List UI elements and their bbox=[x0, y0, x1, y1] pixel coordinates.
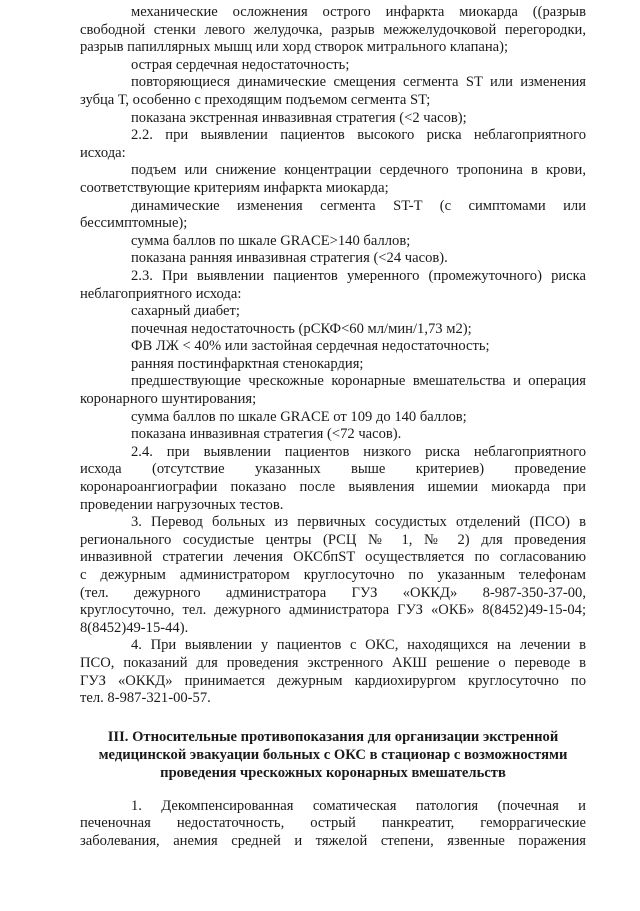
text-line: разрыв папиллярных мышц или хорд створок митрального клапана); bbox=[80, 39, 509, 56]
heading-line: проведения чрескожных коронарных вмешательств bbox=[160, 764, 506, 781]
text-line: предшествующие чрескожные коронарные вмешательства и операция bbox=[131, 373, 586, 390]
text-line: исхода: bbox=[80, 144, 126, 161]
text-line: ранняя постинфарктная стенокардия; bbox=[131, 355, 364, 372]
text-line: зубца Т, особенно с преходящим подъемом сегмента ST; bbox=[80, 91, 431, 108]
text-line: сахарный диабет; bbox=[131, 303, 240, 320]
text-line: инвазивной стратегии лечения ОКСбпST осуществляется по согласованию bbox=[80, 549, 586, 566]
heading-line: медицинской эвакуации больных с ОКС в стационар с возможностями bbox=[98, 746, 568, 763]
text-line: заболевания, анемия средней и тяжелой степени, язвенные поражения bbox=[80, 832, 586, 849]
text-line: показана ранняя инвазивная стратегия (<24 часов). bbox=[131, 250, 448, 267]
text-line: динамические изменения сегмента ST-T (с симптомами или bbox=[131, 197, 586, 214]
text-line: ФВ ЛЖ < 40% или застойная сердечная недостаточность; bbox=[131, 338, 490, 355]
text-line: коронароангиографии показано после выявления ишемии миокарда при bbox=[80, 479, 586, 496]
text-line: острая сердечная недостаточность; bbox=[131, 56, 350, 73]
text-line: 3. Перевод больных из первичных сосудистых отделений (ПСО) в bbox=[131, 514, 586, 531]
section-heading bbox=[80, 728, 586, 782]
text-line: повторяющиеся динамические смещения сегмента ST или изменения bbox=[131, 74, 586, 91]
text-line: почечная недостаточность (рСКФ<60 мл/мин/1,73 м2); bbox=[131, 320, 472, 337]
text-line: 4. При выявлении у пациентов с ОКС, находящихся на лечении в bbox=[131, 637, 586, 654]
body-text bbox=[80, 4, 586, 708]
text-line: исхода (отсутствие указанных выше критериев) проведение bbox=[80, 461, 586, 478]
text-line: неблагоприятного исхода: bbox=[80, 285, 242, 302]
text-line: 8(8452)49-15-44). bbox=[80, 619, 189, 636]
text-line: соответствующие критериям инфаркта миокарда; bbox=[80, 179, 389, 196]
text-line: ГУЗ «ОККД» принимается дежурным кардиохирургом круглосуточно по bbox=[80, 672, 586, 689]
text-line: с дежурным администратором круглосуточно по указанным телефонам bbox=[80, 567, 586, 583]
text-line: свободной стенки левого желудочка, разрыв межжелудочковой перегородки, bbox=[80, 21, 586, 38]
text-line: подъем или снижение концентрации сердечного тропонина в крови, bbox=[131, 162, 586, 179]
text-line: (тел. дежурного администратора ГУЗ «ОККД» 8-987-350-37-00, bbox=[80, 584, 586, 601]
text-line: коронарного шунтирования; bbox=[80, 391, 257, 408]
text-line: тел. 8-987-321-00-57. bbox=[80, 690, 211, 707]
text-line: печеночная недостаточность, острый панкреатит, геморрагические bbox=[80, 815, 586, 832]
text-line: сумма баллов по шкале GRACE от 109 до 140 баллов; bbox=[131, 408, 467, 425]
text-line: круглосуточно, тел. дежурного администратора ГУЗ «ОКБ» 8(8452)49-15-04; bbox=[80, 602, 586, 619]
text-line: механические осложнения острого инфаркта миокарда ((разрыв bbox=[131, 4, 586, 20]
text-line: бессимптомные); bbox=[80, 215, 188, 232]
text-line: проведении нагрузочных тестов. bbox=[80, 496, 284, 513]
heading-line: III. Относительные противопоказания для организации экстренной bbox=[107, 728, 559, 745]
text-line: ПСО, показаний для проведения экстренного АКШ решение о переводе в bbox=[80, 654, 586, 671]
document-page bbox=[80, 4, 586, 851]
text-line: регионального сосудистые центры (РСЦ № 1, № 2) для проведения bbox=[80, 531, 586, 548]
text-line: 2.2. при выявлении пациентов высокого риска неблагоприятного bbox=[131, 127, 586, 144]
text-line: показана инвазивная стратегия (<72 часов). bbox=[131, 426, 402, 443]
text-line: 2.4. при выявлении пациентов низкого риска неблагоприятного bbox=[131, 443, 586, 460]
section-text bbox=[80, 798, 586, 851]
text-line: 1. Декомпенсированная соматическая патология (почечная и bbox=[131, 797, 586, 814]
text-line: сумма баллов по шкале GRACE>140 баллов; bbox=[131, 232, 411, 249]
text-line: показана экстренная инвазивная стратегия (<2 часов); bbox=[131, 109, 467, 126]
text-line: 2.3. При выявлении пациентов умеренного (промежуточного) риска bbox=[131, 267, 586, 284]
